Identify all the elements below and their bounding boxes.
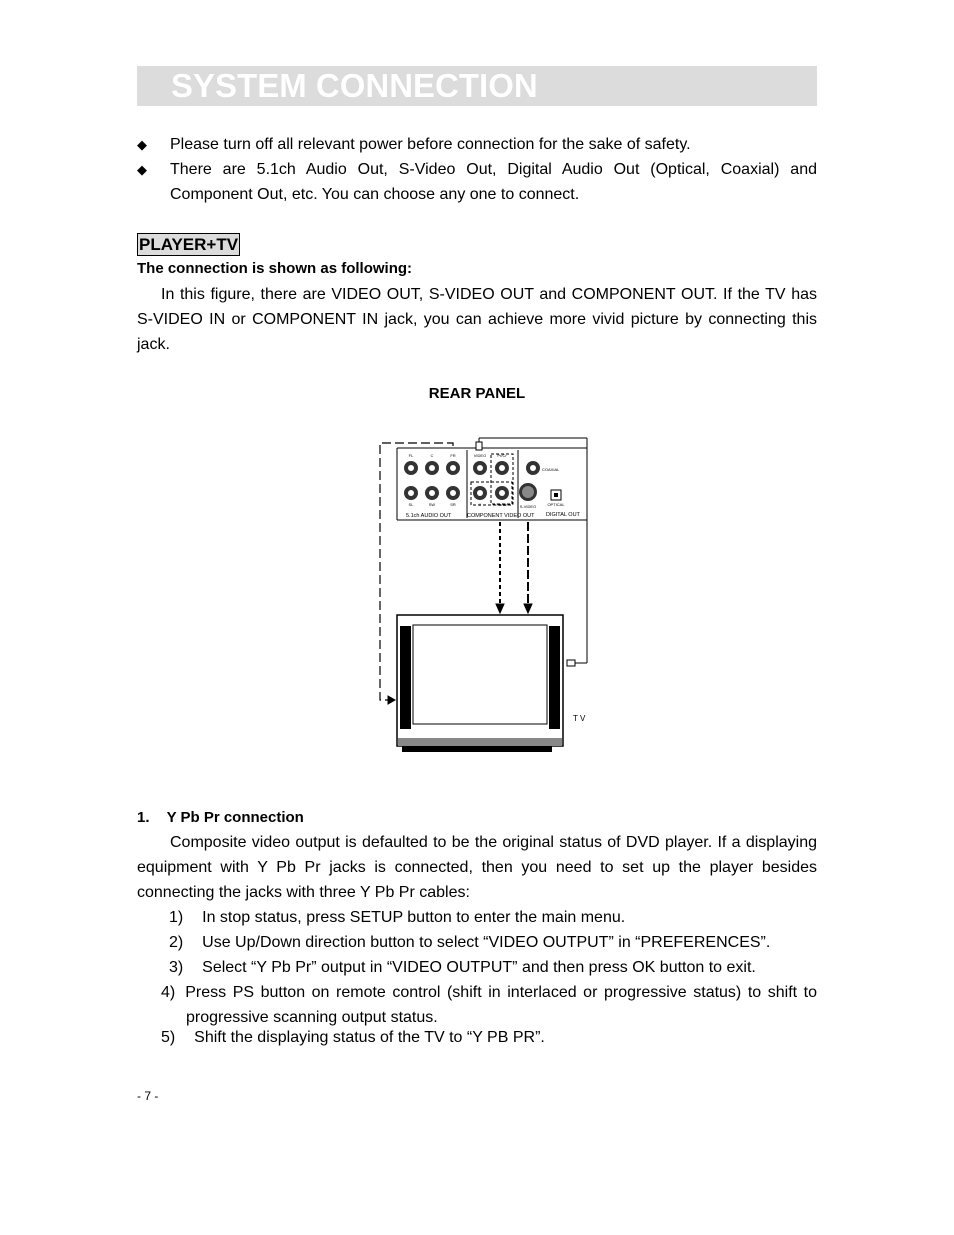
page-title: SYSTEM CONNECTION — [171, 67, 538, 104]
step-text: Shift the displaying status of the TV to “Y PB PR”. — [194, 1029, 545, 1046]
section-subheading: The connection is shown as following: — [137, 260, 413, 277]
label-pr-cr: Pr/Cr — [497, 453, 507, 458]
section-label: PLAYER+TV — [139, 235, 239, 254]
step-3 — [169, 955, 756, 980]
intro-bullet-2-text: There are 5.1ch Audio Out, S-Video Out, Digital Audio Out (Optical, Coaxial) and Component Out, etc. You can choose any one to connect. — [170, 161, 817, 203]
page-number: - 7 - — [137, 1089, 159, 1103]
step-text: Press PS button on remote control (shift in interlaced or progressive status) to shift to — [185, 984, 817, 1001]
jack-y — [473, 486, 487, 500]
section-paragraph-text: In this figure, there are VIDEO OUT, S-VIDEO OUT and COMPONENT OUT. If the TV has S-VIDEO IN or COMPONENT IN jack, you can achieve more vivid picture by connecting this jack. — [137, 286, 817, 353]
intro-bullet-1-text: Please turn off all relevant power before connection for the sake of safety. — [170, 136, 691, 153]
label-optical: OPTICAL — [547, 502, 565, 507]
label-sr: SR — [450, 502, 456, 507]
label-video: VIDEO — [473, 453, 487, 458]
title-bar — [137, 66, 817, 106]
label-y: Y — [478, 502, 482, 507]
label-tv: T V — [573, 714, 586, 723]
jack-svideo — [519, 483, 537, 501]
tv-icon — [397, 615, 563, 752]
ypbpr-heading — [137, 809, 304, 826]
ypbpr-heading-number: 1. — [137, 809, 150, 826]
step-number: 1) — [169, 909, 184, 926]
label-fr: FR — [450, 453, 456, 458]
jack-c — [425, 461, 439, 475]
ypbpr-paragraph — [137, 830, 817, 905]
jack-sr — [446, 486, 460, 500]
rear-panel — [397, 448, 587, 520]
label-pb-cb: Pb/Cb — [496, 502, 508, 507]
jack-fl — [404, 461, 418, 475]
label-component-out: COMPONENT VIDEO OUT — [467, 513, 535, 519]
step-5 — [161, 1025, 545, 1050]
label-sl: SL — [408, 502, 414, 507]
figure-caption: REAR PANEL — [428, 385, 526, 402]
step-number: 3) — [169, 959, 184, 976]
jack-video — [473, 461, 487, 475]
label-fl: FL — [408, 453, 414, 458]
step-number: 5) — [161, 1029, 176, 1046]
connection-diagram — [360, 428, 600, 758]
audio-jacks — [404, 461, 460, 500]
ypbpr-paragraph-text: Composite video output is defaulted to be the original status of DVD player. If a displaying equipment with Y Pb Pr jacks is connected, then you need to set up the player besides connecting the jacks with three Y Pb Pr cables: — [137, 834, 817, 901]
ypbpr-heading-text: Y Pb Pr connection — [166, 809, 304, 826]
step-2 — [169, 930, 770, 955]
step-number: 2) — [169, 934, 184, 951]
jack-sl — [404, 486, 418, 500]
step-text: In stop status, press SETUP button to enter the main menu. — [202, 909, 626, 926]
jack-pb — [495, 486, 509, 500]
label-svideo: S-VIDEO — [519, 504, 537, 509]
jack-coaxial — [526, 461, 540, 475]
label-c: C — [430, 453, 434, 458]
step-4 — [161, 980, 817, 1030]
jack-sw — [425, 486, 439, 500]
diamond-bullet-icon: ◆ — [137, 162, 147, 177]
label-audio-out: 5.1ch AUDIO OUT — [406, 513, 452, 519]
section-paragraph — [137, 282, 817, 357]
step-number: 4) — [161, 984, 176, 1001]
label-digital-out: DIGITAL OUT — [546, 512, 580, 518]
jack-fr — [446, 461, 460, 475]
diamond-bullet-icon: ◆ — [137, 137, 147, 152]
label-sw: SW — [428, 502, 436, 507]
step-text: Use Up/Down direction button to select “VIDEO OUTPUT” in “PREFERENCES”. — [202, 934, 771, 951]
step-text-continued: progressive scanning output status. — [186, 1009, 438, 1026]
intro-bullet-2 — [137, 157, 817, 207]
jack-optical — [551, 490, 561, 500]
step-1 — [169, 905, 625, 930]
jack-pr — [495, 461, 509, 475]
label-coaxial: COAXIAL — [542, 467, 560, 472]
step-text: Select “Y Pb Pr” output in “VIDEO OUTPUT” and then press OK button to exit. — [202, 959, 756, 976]
